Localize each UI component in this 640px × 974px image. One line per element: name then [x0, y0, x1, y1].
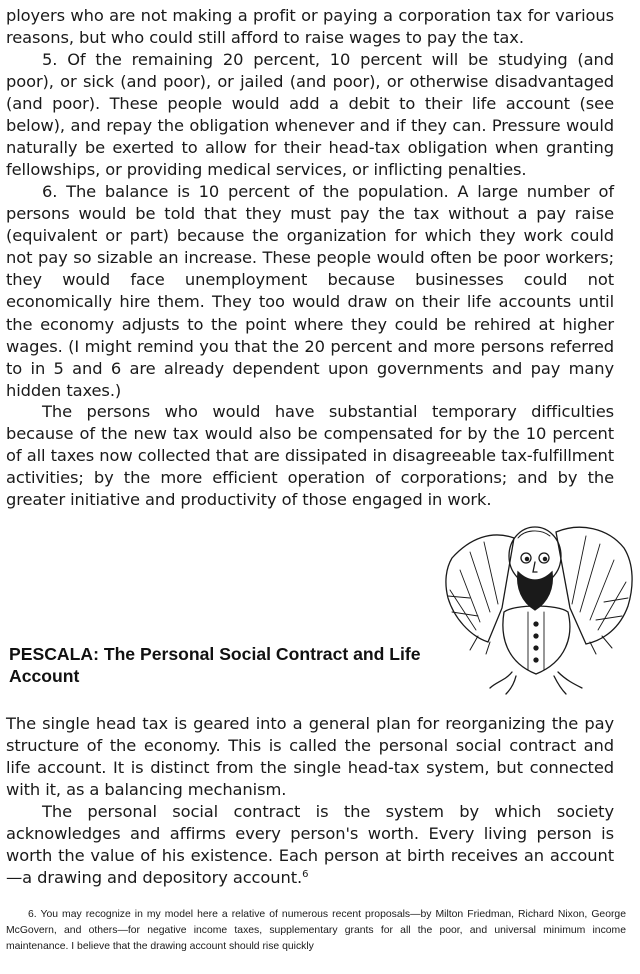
paragraph-head-tax-plan: The single head tax is geared into a general plan for reorganizing the pay structure of the economy. This is called the personal social contract and life account. It is distinct from the single head-tax system, but connected with it, as a balancing mechanism. [6, 714, 614, 800]
paragraph-social-contract [6, 801, 614, 889]
footnote-reference: 6 [302, 869, 309, 881]
paragraph-continuation: ployers who are not making a profit or paying a corporation tax for various reasons, but who could still afford to raise wages to pay the tax. [6, 6, 614, 48]
paragraph-compensation: The persons who would have substantial temporary difficulties because of the new tax would also be compensated for by the 10 percent of all taxes now collected that are dissipated in disagreeable tax-fulfillment activities; by the more efficient operation of corporations; and by the greater initiative and productivity of those engaged in work. [6, 402, 614, 510]
winged-figure-illustration [440, 512, 636, 696]
paragraph-item-6: 6. The balance is 10 percent of the population. A large number of persons would be told that they must pay the tax without a pay raise (equivalent or part) because the organization for which they work could not pay so sizable an increase. These people would often be poor workers; they would face unemployment because businesses could not economically hire them. They too would draw on their life accounts until the economy adjusts to the point where they could be rehired at higher wages. (I might remind you that the 20 percent and more persons referred to in 5 and 6 are already dependent upon governments and pay many hidden taxes.) [6, 182, 614, 400]
section-heading: PESCALA: The Personal Social Contract and Life Account [9, 644, 421, 686]
paragraph-social-contract-text: The personal social contract is the system by which society acknowledges and affirms every person's worth. Every living person is worth the value of his existence. Each person at birth receives an account—a drawing and depository account. [6, 802, 614, 888]
paragraph-item-5: 5. Of the remaining 20 percent, 10 percent will be studying (and poor), or sick (and poor), or jailed (and poor), or otherwise disadvantaged (and poor). These people would add a debit to their life account (see below), and repay the obligation whenever and if they can. Pressure would naturally be exerted to allow for their head-tax obligation when granting fellowships, or providing medical services, or inflicting penalties. [6, 50, 614, 180]
footnote: 6. You may recognize in my model here a relative of numerous recent proposals—by Milton Friedman, Richard Nixon, George McGovern, and others—for negative income taxes, supplementary grants for all the poor, and universal minimum income maintenance. I believe that the drawing account should rise quickly [6, 909, 626, 952]
